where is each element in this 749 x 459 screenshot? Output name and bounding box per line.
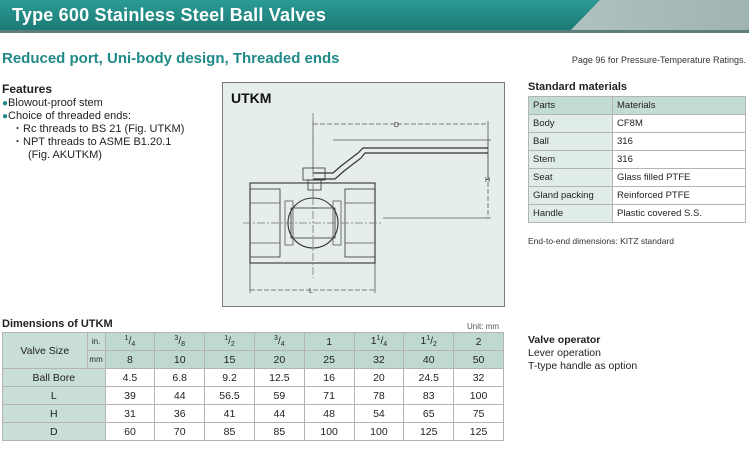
table-row	[529, 115, 746, 133]
feature-item: ●Blowout-proof stem	[2, 97, 103, 109]
dim-h-label: H	[485, 177, 491, 184]
operator-line: Lever operation	[528, 347, 601, 359]
size-in-cell: $1^1/_4$	[354, 333, 404, 351]
value-cell: 24.5	[404, 369, 454, 387]
value-cell: 16	[304, 369, 354, 387]
value-cell: 60	[105, 423, 155, 441]
end-to-end-note: End-to-end dimensions: KITZ standard	[528, 236, 674, 246]
bullet-icon: ●	[2, 98, 9, 109]
size-mm-cell: 40	[404, 351, 454, 369]
mm-unit-label: mm	[87, 351, 105, 369]
value-cell: 9.2	[205, 369, 255, 387]
table-row	[529, 187, 746, 205]
part-cell: Gland packing	[529, 187, 613, 205]
size-mm-cell: 32	[354, 351, 404, 369]
value-cell: 44	[254, 405, 304, 423]
operator-line: T-type handle as option	[528, 360, 638, 372]
size-in-cell: $^1/_2$	[205, 333, 255, 351]
value-cell: 36	[155, 405, 205, 423]
value-cell: 75	[454, 405, 504, 423]
size-in-cell: $1^1/_2$	[404, 333, 454, 351]
material-cell: 316	[613, 133, 746, 151]
table-row	[529, 205, 746, 223]
unit-note: Unit: mm	[467, 322, 499, 331]
size-mm-cell: 50	[454, 351, 504, 369]
value-cell: 70	[155, 423, 205, 441]
dimensions-table	[2, 332, 504, 441]
dimensions-title: Dimensions of UTKM	[2, 318, 113, 330]
page-reference: Page 96 for Pressure-Temperature Ratings.	[571, 55, 746, 65]
drawing-label: UTKM	[231, 90, 272, 106]
size-in-row	[3, 333, 504, 351]
size-in-cell: $^3/_4$	[254, 333, 304, 351]
product-subtitle: Reduced port, Uni-body design, Threaded ends	[2, 50, 340, 67]
valve-size-label: Valve Size	[3, 333, 88, 369]
value-cell: 85	[254, 423, 304, 441]
size-mm-cell: 15	[205, 351, 255, 369]
part-cell: Stem	[529, 151, 613, 169]
size-mm-cell: 20	[254, 351, 304, 369]
table-row	[529, 169, 746, 187]
dim-d-label: D	[394, 122, 400, 129]
value-cell: 6.8	[155, 369, 205, 387]
valve-drawing	[222, 82, 505, 307]
size-mm-cell: 8	[105, 351, 155, 369]
value-cell: 56.5	[205, 387, 255, 405]
value-cell: 48	[304, 405, 354, 423]
row-label: L	[3, 387, 106, 405]
value-cell: 39	[105, 387, 155, 405]
value-cell: 83	[404, 387, 454, 405]
value-cell: 44	[155, 387, 205, 405]
value-cell: 59	[254, 387, 304, 405]
part-cell: Seat	[529, 169, 613, 187]
bullet-icon: ●	[2, 111, 9, 122]
feature-sub-item: ・NPT threads to ASME B1.20.1	[12, 136, 172, 148]
in-unit-label: in.	[87, 333, 105, 351]
table-row	[529, 133, 746, 151]
page-title: Type 600 Stainless Steel Ball Valves	[12, 5, 327, 25]
value-cell: 20	[354, 369, 404, 387]
table-row	[3, 387, 504, 405]
value-cell: 100	[354, 423, 404, 441]
material-cell: CF8M	[613, 115, 746, 133]
size-in-cell: $^1/_4$	[105, 333, 155, 351]
value-cell: 85	[205, 423, 255, 441]
part-cell: Ball	[529, 133, 613, 151]
valve-cross-section-drawing	[223, 83, 506, 308]
value-cell: 4.5	[105, 369, 155, 387]
part-cell: Body	[529, 115, 613, 133]
size-in-cell: 1	[304, 333, 354, 351]
row-label: Ball Bore	[3, 369, 106, 387]
size-in-cell: $^3/_8$	[155, 333, 205, 351]
features-section	[2, 82, 217, 162]
feature-sub-item: (Fig. AKUTKM)	[28, 149, 102, 161]
value-cell: 71	[304, 387, 354, 405]
header-cell: Materials	[613, 97, 746, 115]
table-row	[3, 405, 504, 423]
features-heading: Features	[2, 82, 53, 96]
value-cell: 32	[454, 369, 504, 387]
material-cell: 316	[613, 151, 746, 169]
value-cell: 78	[354, 387, 404, 405]
feature-item: ●Choice of threaded ends:	[2, 110, 131, 122]
title-banner	[0, 0, 749, 33]
value-cell: 65	[404, 405, 454, 423]
material-cell: Plastic covered S.S.	[613, 205, 746, 223]
value-cell: 100	[304, 423, 354, 441]
dim-l-label: L	[309, 288, 313, 295]
header-cell: Parts	[529, 97, 613, 115]
size-in-cell: 2	[454, 333, 504, 351]
value-cell: 125	[454, 423, 504, 441]
table-row	[529, 151, 746, 169]
value-cell: 12.5	[254, 369, 304, 387]
table-row	[3, 423, 504, 441]
material-cell: Glass filled PTFE	[613, 169, 746, 187]
valve-operator-title: Valve operator	[528, 334, 601, 346]
part-cell: Handle	[529, 205, 613, 223]
value-cell: 54	[354, 405, 404, 423]
materials-table	[528, 96, 746, 223]
feature-sub-item: ・Rc threads to BS 21 (Fig. UTKM)	[12, 123, 185, 135]
value-cell: 41	[205, 405, 255, 423]
value-cell: 31	[105, 405, 155, 423]
size-mm-cell: 10	[155, 351, 205, 369]
table-row	[3, 369, 504, 387]
table-header-row	[529, 97, 746, 115]
value-cell: 125	[404, 423, 454, 441]
size-mm-cell: 25	[304, 351, 354, 369]
value-cell: 100	[454, 387, 504, 405]
row-label: H	[3, 405, 106, 423]
material-cell: Reinforced PTFE	[613, 187, 746, 205]
materials-title: Standard materials	[528, 81, 628, 93]
row-label: D	[3, 423, 106, 441]
